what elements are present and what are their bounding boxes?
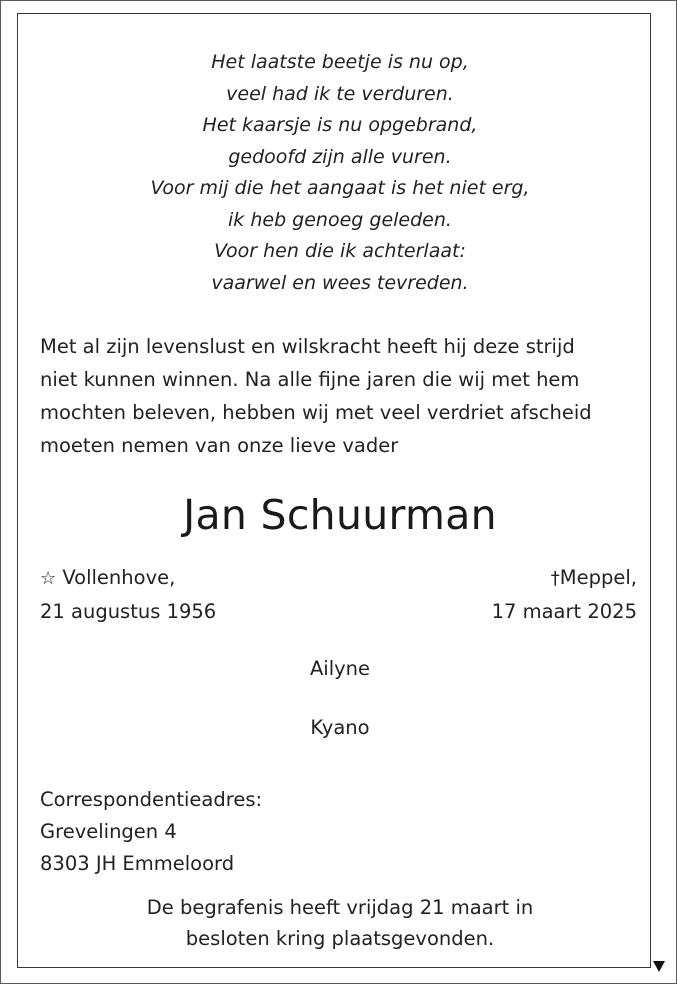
poem [40,47,640,299]
funeral-line: besloten kring plaatsgevonden. [185,927,495,950]
child-name: Ailyne [309,657,371,680]
poem-line: Het kaarsje is nu opgebrand, [202,114,478,136]
poem-line: ik heb genoeg geleden. [228,208,452,231]
poem-line: vaarwel en wees tevreden. [211,271,469,294]
announcement-line: moeten nemen van onze lieve vader [40,434,399,457]
poem-line: Voor hen die ik achterlaat: [214,240,466,262]
poem-line: Het laatste beetje is nu op, [211,51,469,73]
address-city: 8303 JH Emmeloord [40,852,235,875]
cross-icon: † [550,568,560,589]
star-icon: ☆ [40,568,57,589]
bottom-rule [17,967,651,968]
birth-date: 21 augustus 1956 [40,600,217,623]
poem-line: veel had ik te verduren. [226,82,454,105]
funeral-notice [40,892,640,954]
arrow-down-icon [653,961,665,972]
birth-info [40,561,340,628]
poem-line: Voor mij die het aangaat is het niet erg, [150,177,530,199]
birth-place: Vollenhove, [62,566,176,589]
address-label: Correspondentieadres: [40,788,263,811]
child-name: Kyano [310,716,370,739]
address-street: Grevelingen 4 [40,820,177,843]
announcement-text [40,330,640,462]
death-place: Meppel, [559,566,637,589]
death-date: 17 maart 2025 [491,600,637,623]
announcement-line: niet kunnen winnen. Na alle fijne jaren die wij met hem [40,368,580,391]
funeral-line: De begrafenis heeft vrijdag 21 maart in [146,896,534,919]
correspondence-address [40,784,440,880]
announcement-line: mochten beleven, hebben wij met veel verdriet afscheid [40,401,592,424]
announcement-line: Met al zijn levenslust en wilskracht heeft hij deze strijd [40,335,575,358]
death-info [337,561,637,628]
deceased-name: Jan Schuurman [183,491,497,539]
poem-line: gedoofd zijn alle vuren. [228,145,452,168]
